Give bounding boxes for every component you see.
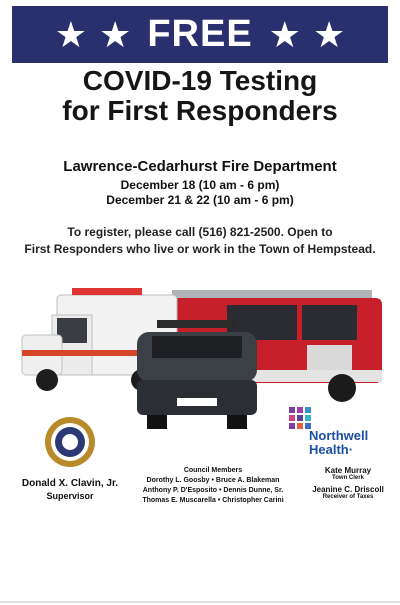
receiver-name: Jeanine C. Driscoll (312, 485, 384, 494)
star-icon: ★ (99, 13, 132, 55)
title-line-2: for First Responders (62, 95, 338, 126)
department-name: Lawrence-Cedarhurst Fire Department (63, 158, 337, 175)
star-icon: ★ (268, 13, 301, 55)
event-date-2: December 21 & 22 (10 am - 6 pm) (106, 193, 294, 207)
council-line-2: Anthony P. D'Esposito • Dennis Dunne, Sr. (142, 487, 284, 494)
council-header: Council Members (183, 467, 243, 474)
event-date-1: December 18 (10 am - 6 pm) (120, 178, 280, 192)
receiver-of-taxes (303, 485, 393, 500)
registration-line-1: To register, please call (516) 821-2500. Open to (67, 225, 333, 239)
council-members (128, 466, 298, 506)
star-icon: ★ (54, 13, 88, 55)
council-line-3: Thomas E. Muscarella • Christopher Carini (142, 497, 284, 504)
town-clerk (303, 466, 393, 481)
supervisor-title: Supervisor (46, 491, 94, 501)
banner-title: FREE (147, 13, 253, 55)
registration-line-2: First Responders who live or work in the Town of Hempstead. (24, 242, 376, 256)
free-banner (12, 6, 388, 63)
clerk-title: Town Clerk (332, 475, 364, 481)
clerk-name: Kate Murray (324, 466, 372, 475)
page-title (0, 66, 400, 126)
receiver-title: Receiver of Taxes (322, 494, 374, 500)
northwell-wordmark (309, 429, 368, 457)
northwell-line-2: Health· (309, 442, 354, 457)
footer-divider (0, 601, 400, 603)
registration-info (0, 224, 400, 258)
northwell-line-1: Northwell (309, 428, 369, 443)
police-car-image (137, 320, 257, 429)
supervisor-name: Donald X. Clavin, Jr. (21, 478, 119, 489)
town-of-hempstead-seal (44, 416, 96, 468)
title-line-1: COVID-19 Testing (82, 65, 318, 96)
council-line-1: Dorothy L. Goosby • Bruce A. Blakeman (146, 477, 280, 484)
star-icon: ★ (312, 13, 346, 55)
